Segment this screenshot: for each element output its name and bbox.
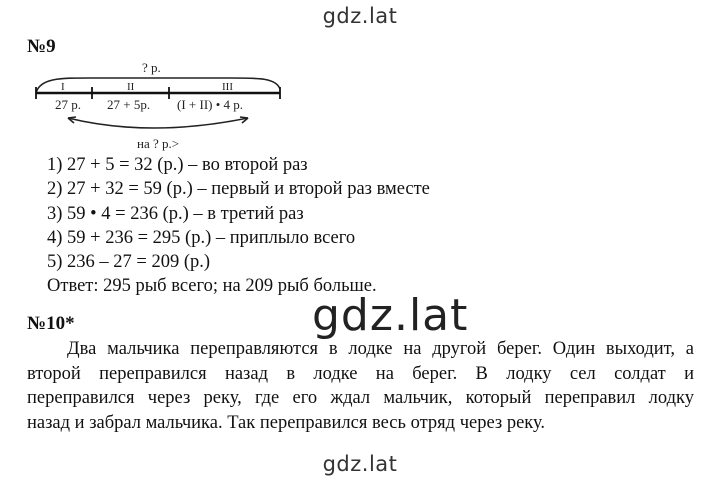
answer-line: Ответ: 295 рыб всего; на 209 рыб больше. xyxy=(47,276,377,297)
total-label: ? р. xyxy=(142,60,161,75)
watermark-middle: gdz.lat xyxy=(312,290,469,341)
solution-step: 2) 27 + 32 = 59 (р.) – первый и второй раз вместе xyxy=(47,179,430,200)
solution-step: 1) 27 + 5 = 32 (р.) – во второй раз xyxy=(47,155,308,175)
paragraph-line: Два мальчика переправляются в лодке на другой берег. Один выходит, а xyxy=(67,339,694,359)
watermark-top: gdz.lat xyxy=(322,4,398,28)
paragraph-line: переправился через реку, где его ждал мальчик, который переправил лодку xyxy=(27,388,694,408)
difference-arrow xyxy=(68,118,248,128)
task10-heading: №10* xyxy=(27,313,75,334)
difference-label: на ? р.> xyxy=(137,136,180,151)
segment-name-3: III xyxy=(222,81,233,93)
segment-value-3: (I + II) • 4 р. xyxy=(177,97,244,112)
task10-paragraph xyxy=(27,337,694,435)
solution-step: 3) 59 • 4 = 236 (р.) – в третий раз xyxy=(47,203,304,224)
segment-value-2: 27 + 5р. xyxy=(107,97,151,112)
segment-name-2: II xyxy=(127,81,135,93)
segment-value-1: 27 р. xyxy=(55,97,81,112)
solution-step: 4) 59 + 236 = 295 (р.) – приплыло всего xyxy=(47,227,356,248)
paragraph-line: назад и забрал мальчика. Так переправился весь отряд через реку. xyxy=(27,412,546,433)
segment-name-1: I xyxy=(61,81,65,93)
total-brace xyxy=(36,78,280,93)
solution-step: 5) 236 – 27 = 209 (р.) xyxy=(47,252,211,273)
watermark-bottom: gdz.lat xyxy=(322,452,398,476)
task9-segment-diagram xyxy=(30,56,290,156)
task9-heading: №9 xyxy=(27,36,56,57)
task9-solution xyxy=(47,153,430,299)
paragraph-line: второй переправился назад в лодке на берег. В лодку сел солдат и xyxy=(27,363,694,384)
